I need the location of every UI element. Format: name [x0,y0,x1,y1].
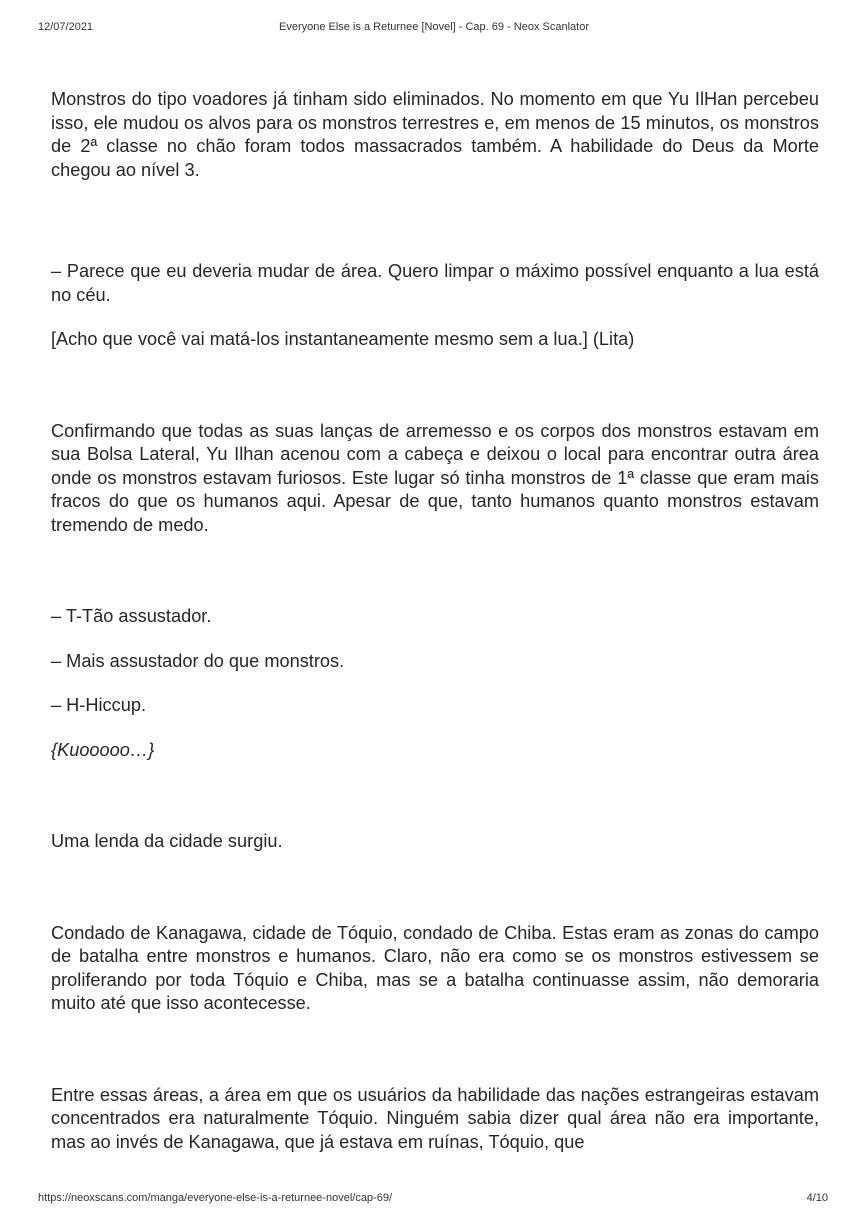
paragraph: Condado de Kanagawa, cidade de Tóquio, condado de Chiba. Estas eram as zonas do campo de batalha entre monstros e humanos. Claro, não era como se os monstros estivessem se proliferando por toda Tóquio e Chiba, mas se a batalha continuasse assim, não demoraria muito até que isso acontecesse. [51,922,819,1013]
dialogue-line: – H-Hiccup. [51,695,147,715]
sound-effect-text: {Kuooooo…} [51,739,155,760]
paragraph: [Acho que você vai matá-los instantaneamente mesmo sem a lua.] (Lita) [51,329,635,349]
paragraph: Entre essas áreas, a área em que os usuários da habilidade das nações estrangeiras estavam concentrados era naturalmente Tóquio. Ninguém sabia dizer qual área não era importante, mas ao invés de Kanagawa, que já estava em ruínas, Tóquio, que [51,1084,819,1152]
dialogue-line: – T-Tão assustador. [51,606,212,626]
page-url: https://neoxscans.com/manga/everyone-else-is-a-returnee-novel/cap-69/ [38,1192,393,1204]
document-title: Everyone Else is a Returnee [Novel] - Cap. 69 - Neox Scanlator [279,21,589,33]
sound-effect [51,739,819,763]
page-number: 4/10 [806,1192,828,1204]
chapter-text [51,88,819,1154]
dialogue-line: – Mais assustador do que monstros. [51,650,345,671]
paragraph: – Parece que eu deveria mudar de área. Quero limpar o máximo possível enquanto a lua está no céu. [51,261,819,305]
paragraph: Monstros do tipo voadores já tinham sido eliminados. No momento em que Yu IlHan percebeu isso, ele mudou os alvos para os monstros terrestres e, em menos de 15 minutos, os monstros de 2ª classe no chão foram todos massacrados também. A habilidade do Deus da Morte chegou ao nível 3. [51,89,819,180]
paragraph: Uma lenda da cidade surgiu. [51,831,283,851]
print-date: 12/07/2021 [38,21,94,33]
paragraph: Confirmando que todas as suas lanças de arremesso e os corpos dos monstros estavam em sua Bolsa Lateral, Yu Ilhan acenou com a cabeça e deixou o local para encontrar outra área onde os monstros estavam furiosos. Este lugar só tinha monstros de 1ª classe que eram mais fracos do que os humanos aqui. Apesar de que, tanto humanos quanto monstros estavam tremendo de medo. [51,420,819,535]
